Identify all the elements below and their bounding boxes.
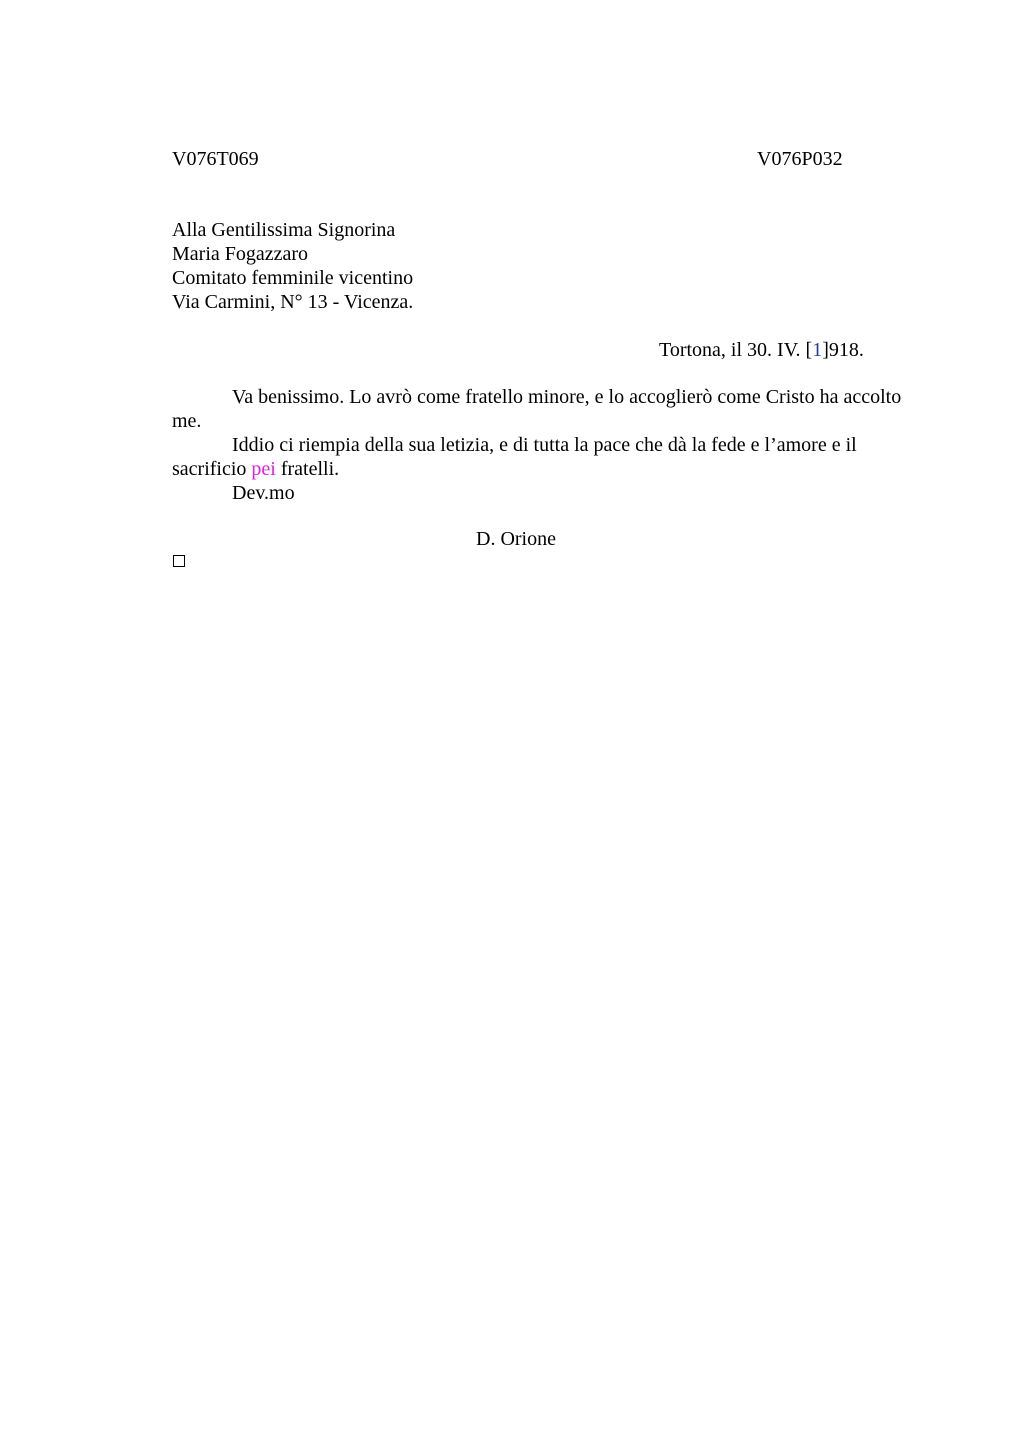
address-line-1: Alla Gentilissima Signorina xyxy=(172,219,396,241)
recipient-address xyxy=(172,218,413,314)
address-line-2: Maria Fogazzaro xyxy=(172,243,309,265)
dateline-suffix: ]918. xyxy=(822,339,864,361)
variant-word: pei xyxy=(251,458,276,480)
dateline-prefix: Tortona, il 30. IV. [ xyxy=(659,339,813,361)
paragraph-1: Va benissimo. Lo avrò come fratello minore, e lo accoglierò come Cristo ha accolto me. xyxy=(172,386,902,432)
address-line-4: Via Carmini, N° 13 - Vicenza. xyxy=(172,291,414,313)
closing: Dev.mo xyxy=(232,482,295,504)
paragraph-2-text-before: Iddio ci riempia della sua letizia, e di tutta la pace che dà la fede e l’amore e il sacrificio xyxy=(172,434,857,480)
document-code-left: V076T069 xyxy=(172,148,259,170)
signature: D. Orione xyxy=(476,528,556,550)
dateline-editor-insert: 1 xyxy=(812,339,823,361)
end-of-document-box-icon xyxy=(173,555,185,567)
letter-body xyxy=(172,385,932,505)
paragraph-2 xyxy=(172,433,932,481)
address-line-3: Comitato femminile vicentino xyxy=(172,267,414,289)
paragraph-2-text-after: fratelli. xyxy=(275,458,340,480)
document-code-right: V076P032 xyxy=(757,148,843,170)
dateline xyxy=(659,338,864,362)
